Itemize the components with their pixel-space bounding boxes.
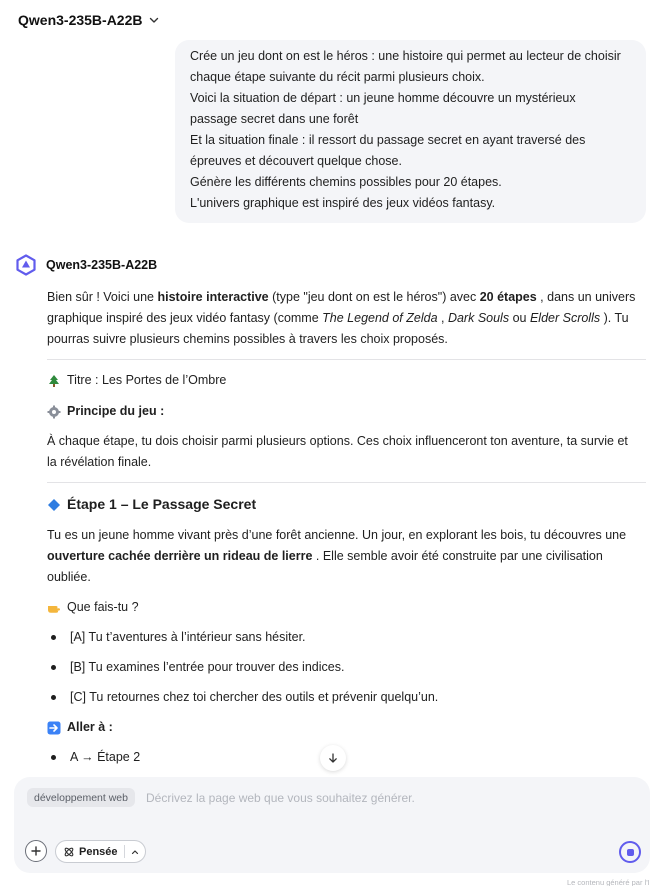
user-message-line: passage secret dans une forêt bbox=[190, 112, 359, 126]
qwen-logo-icon bbox=[14, 253, 38, 277]
user-message-line: épreuves et découvert quelque chose. bbox=[190, 154, 402, 168]
step-text: . Elle semble avoir été construite par une civilisation bbox=[312, 549, 603, 563]
intro-text: ). Tu bbox=[600, 311, 629, 325]
user-message-line: chaque étape suivante du récit parmi plusieurs choix. bbox=[190, 70, 485, 84]
model-selector[interactable] bbox=[18, 10, 159, 30]
model-name: Qwen3-235B-A22B bbox=[18, 12, 143, 28]
assistant-response bbox=[47, 287, 646, 768]
user-message-line: Voici la situation de départ : un jeune homme découvre un mystérieux bbox=[190, 91, 576, 105]
user-message-line: Et la situation finale : il ressort du passage secret en ayant traversé des bbox=[190, 133, 586, 147]
goto-list bbox=[47, 747, 646, 768]
goto-text: A → Étape 2 bbox=[70, 750, 141, 764]
divider bbox=[47, 359, 646, 360]
assistant-name: Qwen3-235B-A22B bbox=[46, 258, 158, 272]
principle-text: À chaque étape, tu dois choisir parmi plusieurs options. Ces choix influenceront ton aventure, ta survie et bbox=[47, 434, 628, 448]
stop-button[interactable] bbox=[619, 841, 641, 863]
intro-text: ou bbox=[509, 311, 530, 325]
choices-list bbox=[47, 627, 646, 708]
list-item bbox=[47, 657, 646, 678]
intro-text: pourras suivre plusieurs chemins possibles à travers les choix proposés. bbox=[47, 332, 448, 346]
plus-icon bbox=[31, 846, 41, 856]
list-item bbox=[47, 687, 646, 708]
user-message-line: Crée un jeu dont on est le héros : une histoire qui permet au lecteur de choisir bbox=[190, 49, 621, 63]
divider bbox=[47, 482, 646, 483]
chevron-up-icon[interactable] bbox=[131, 848, 139, 856]
intro-paragraph bbox=[47, 287, 646, 350]
list-item bbox=[47, 747, 646, 768]
add-button[interactable] bbox=[25, 840, 47, 862]
step-title: Étape 1 – Le Passage Secret bbox=[67, 496, 257, 512]
chat-input-box bbox=[14, 777, 650, 873]
step-bold: ouverture cachée derrière un rideau de lierre bbox=[47, 549, 313, 563]
step-paragraph bbox=[47, 525, 646, 588]
intro-italic: Dark Souls bbox=[447, 311, 510, 325]
scroll-down-button[interactable] bbox=[320, 745, 346, 771]
step-text: oubliée. bbox=[47, 570, 91, 584]
goto-label: Aller à : bbox=[67, 720, 113, 734]
user-message-line: L'univers graphique est inspiré des jeux vidéos fantasy. bbox=[190, 196, 496, 210]
intro-text: graphique inspiré des jeux vidéo fantasy (comme bbox=[47, 311, 323, 325]
principle-heading bbox=[47, 401, 646, 422]
intro-text: , bbox=[437, 311, 448, 325]
principle-text: la révélation finale. bbox=[47, 455, 152, 469]
thinking-label: Pensée bbox=[79, 845, 118, 858]
intro-italic: Elder Scrolls bbox=[529, 311, 601, 325]
goto-heading bbox=[47, 717, 646, 738]
intro-text: (type "jeu dont on est le héros") avec bbox=[268, 290, 480, 304]
atom-icon bbox=[63, 846, 75, 858]
mode-tag[interactable] bbox=[27, 788, 135, 807]
list-item bbox=[47, 627, 646, 648]
title-line bbox=[47, 370, 646, 391]
title-text: Titre : Les Portes de l’Ombre bbox=[67, 373, 227, 387]
prompt-input[interactable] bbox=[146, 788, 626, 808]
question-text: Que fais-tu ? bbox=[67, 600, 139, 614]
mode-tag-label: développement web bbox=[34, 791, 128, 804]
assistant-header bbox=[14, 252, 646, 278]
step-text: Tu es un jeune homme vivant près d’une forêt ancienne. Un jour, en explorant les bois, tu découvres une bbox=[47, 528, 627, 542]
arrow-down-icon bbox=[327, 752, 339, 764]
pointing-hand-icon bbox=[47, 601, 61, 615]
choice-text: [A] Tu t’aventures à l’intérieur sans hésiter. bbox=[70, 630, 306, 644]
right-arrow-icon bbox=[47, 721, 61, 735]
user-message bbox=[175, 40, 646, 223]
thinking-toggle[interactable] bbox=[55, 840, 146, 863]
intro-italic: The Legend of Zelda bbox=[322, 311, 438, 325]
choice-text: [B] Tu examines l’entrée pour trouver des indices. bbox=[70, 660, 345, 674]
step-heading bbox=[47, 494, 646, 515]
user-message-line: Génère les différents chemins possibles pour 20 étapes. bbox=[190, 175, 502, 189]
footer-disclaimer: Le contenu généré par l'I bbox=[567, 878, 650, 886]
evergreen-tree-icon bbox=[47, 374, 61, 388]
intro-text: , dans un univers bbox=[536, 290, 636, 304]
blue-diamond-icon bbox=[47, 498, 61, 512]
choice-text: [C] Tu retournes chez toi chercher des outils et prévenir quelqu’un. bbox=[70, 690, 439, 704]
principle-paragraph bbox=[47, 431, 646, 473]
separator bbox=[124, 845, 125, 858]
question-line bbox=[47, 597, 646, 618]
intro-text: Bien sûr ! Voici une bbox=[47, 290, 158, 304]
chevron-down-icon bbox=[149, 15, 159, 25]
principle-label: Principe du jeu : bbox=[67, 404, 165, 418]
intro-bold: histoire interactive bbox=[157, 290, 269, 304]
intro-bold: 20 étapes bbox=[479, 290, 537, 304]
gear-icon bbox=[47, 405, 61, 419]
stop-icon bbox=[627, 849, 634, 856]
